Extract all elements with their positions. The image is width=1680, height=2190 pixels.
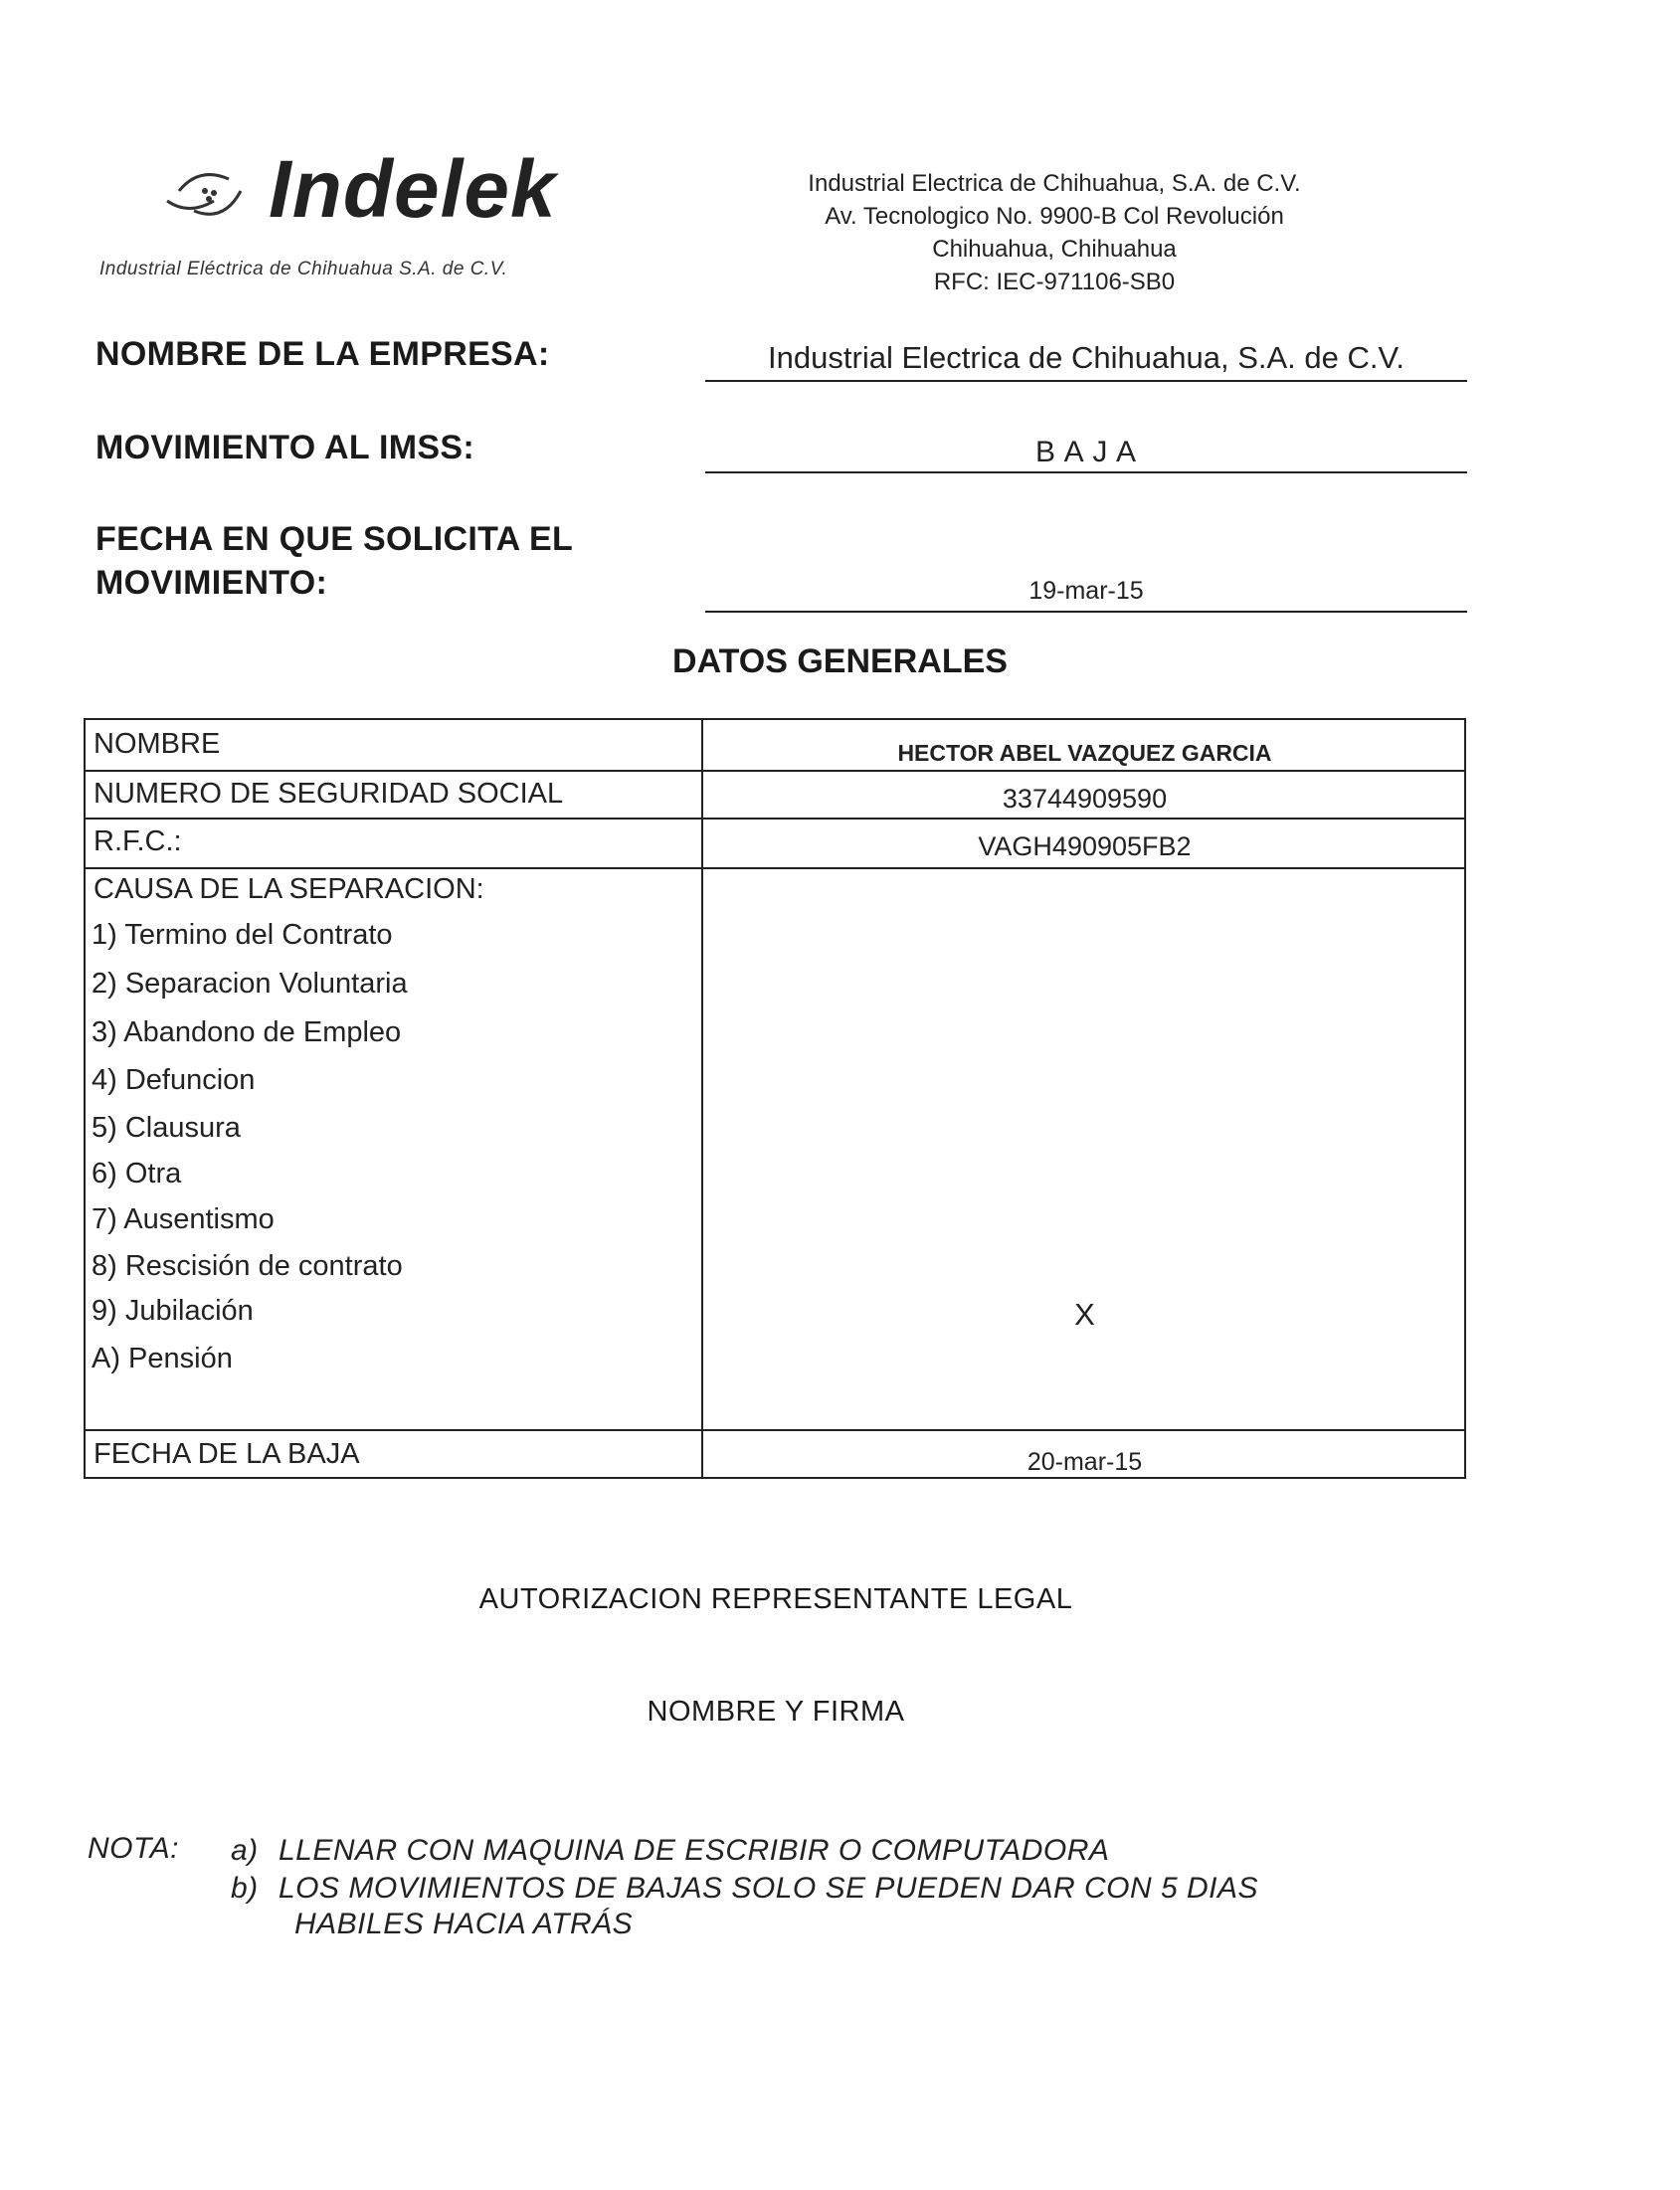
rfc-label: R.F.C.: [93, 825, 182, 857]
company-field-line [705, 380, 1467, 382]
movement-value: B A J A [1034, 436, 1138, 468]
request-date-field-line [705, 611, 1467, 613]
note-a-prefix: a) [231, 1834, 259, 1867]
request-date-label-line1: FECHA EN QUE SOLICITA EL [95, 520, 574, 558]
cause-item: 3) Abandono de Empleo [92, 1016, 402, 1048]
movement-field-line [705, 471, 1467, 473]
nss-value: 33744909590 [1002, 784, 1168, 814]
cause-item: A) Pensión [92, 1343, 233, 1374]
company-rfc-line: RFC: IEC-971106-SB0 [933, 269, 1176, 295]
cause-item: 1) Termino del Contrato [92, 919, 393, 951]
company-label: NOMBRE DE LA EMPRESA: [95, 335, 550, 373]
name-label: NOMBRE [93, 728, 221, 760]
section-title: DATOS GENERALES [672, 642, 1008, 680]
swirl-logo-icon [159, 161, 259, 223]
company-address-block [756, 167, 1353, 298]
table-row-divider [86, 770, 1464, 772]
company-city-line: Chihuahua, Chihuahua [932, 236, 1177, 263]
table-row-divider [86, 867, 1464, 869]
note-b-text-line2: HABILES HACIA ATRÁS [294, 1908, 634, 1940]
request-date-value: 19-mar-15 [1028, 577, 1144, 605]
selected-cause-mark: X [1074, 1297, 1095, 1332]
logo-wordmark: Indelek [269, 144, 557, 235]
note-a-text: LLENAR CON MAQUINA DE ESCRIBIR O COMPUTADORA [279, 1834, 1110, 1867]
cause-item: 9) Jubilación [92, 1295, 254, 1327]
general-data-table [84, 718, 1466, 1479]
signature-label: NOMBRE Y FIRMA [647, 1696, 905, 1728]
table-row-divider [86, 1429, 1464, 1431]
cause-item: 6) Otra [92, 1158, 182, 1189]
company-name-line: Industrial Electrica de Chihuahua, S.A. de C.V. [808, 170, 1301, 197]
cause-item: 8) Rescisión de contrato [92, 1250, 403, 1282]
separation-cause-label: CAUSA DE LA SEPARACION: [93, 873, 484, 905]
logo-tagline: Industrial Eléctrica de Chihuahua S.A. de C.V. [99, 259, 508, 279]
company-street-line: Av. Tecnologico No. 9900-B Col Revolución [825, 203, 1284, 230]
note-label: NOTA: [88, 1832, 179, 1865]
company-logo [159, 144, 617, 235]
rfc-value: VAGH490905FB2 [978, 831, 1192, 861]
cause-item: 4) Defuncion [92, 1064, 256, 1096]
note-b-prefix: b) [231, 1872, 259, 1905]
leave-date-value: 20-mar-15 [1027, 1448, 1143, 1476]
leave-date-label: FECHA DE LA BAJA [93, 1438, 360, 1470]
table-row-divider [86, 818, 1464, 820]
cause-item: 5) Clausura [92, 1112, 241, 1144]
cause-item: 7) Ausentismo [92, 1203, 275, 1235]
cause-item: 2) Separacion Voluntaria [92, 968, 408, 1000]
company-value: Industrial Electrica de Chihuahua, S.A. de C.V. [768, 340, 1404, 375]
note-b-text-line1: LOS MOVIMIENTOS DE BAJAS SOLO SE PUEDEN DAR CON 5 DIAS [279, 1872, 1259, 1905]
nss-label: NUMERO DE SEGURIDAD SOCIAL [93, 778, 564, 810]
movement-label: MOVIMIENTO AL IMSS: [95, 429, 474, 466]
name-value: HECTOR ABEL VAZQUEZ GARCIA [897, 740, 1272, 766]
request-date-label-line2: MOVIMIENTO: [95, 564, 328, 602]
authorization-title: AUTORIZACION REPRESENTANTE LEGAL [478, 1583, 1073, 1615]
